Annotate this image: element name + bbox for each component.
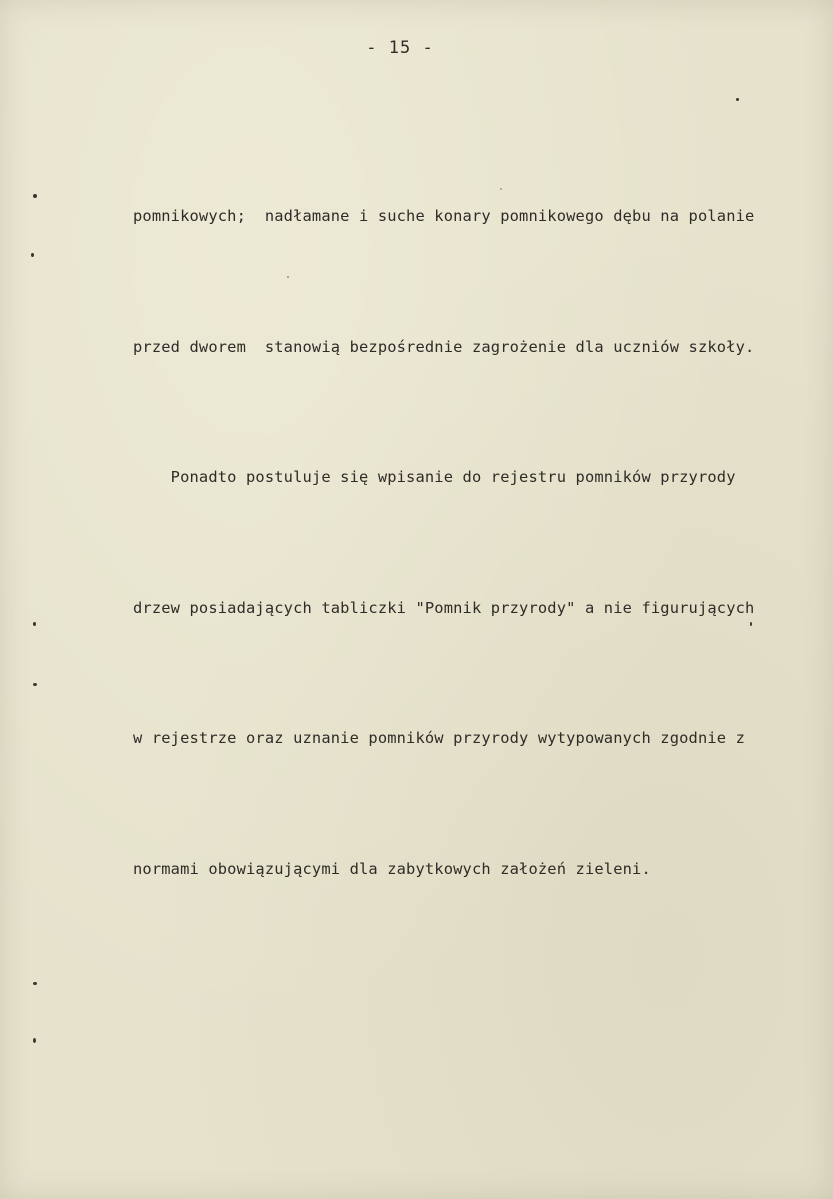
scan-speck — [750, 622, 752, 626]
scan-speck — [33, 1038, 36, 1043]
scan-speck — [33, 622, 36, 626]
text-line: pomnikowych; nadłamane i suche konary pomnikowego dębu na polanie — [133, 207, 755, 225]
scan-speck — [31, 253, 34, 257]
page-number: - 15 - — [366, 38, 434, 58]
scan-speck — [736, 98, 739, 101]
scan-speck — [33, 194, 37, 198]
body-text — [133, 108, 823, 978]
scan-speck — [33, 683, 37, 686]
text-line: przed dworem stanowią bezpośrednie zagrożenie dla uczniów szkoły. — [133, 337, 755, 356]
text-line: w rejestrze oraz uznanie pomników przyrody wytypowanych zgodnie z — [133, 729, 746, 747]
text-line: Ponadto postuluje się wpisanie do rejestru pomników przyrody — [133, 468, 736, 486]
scan-speck — [500, 188, 502, 190]
text-line: drzew posiadających tabliczki "Pomnik przyrody" a nie figurujących — [133, 598, 755, 617]
text-line: normami obowiązującymi dla zabytkowych założeń zieleni. — [133, 859, 651, 878]
scan-speck — [33, 982, 37, 985]
scan-speck — [287, 276, 289, 278]
